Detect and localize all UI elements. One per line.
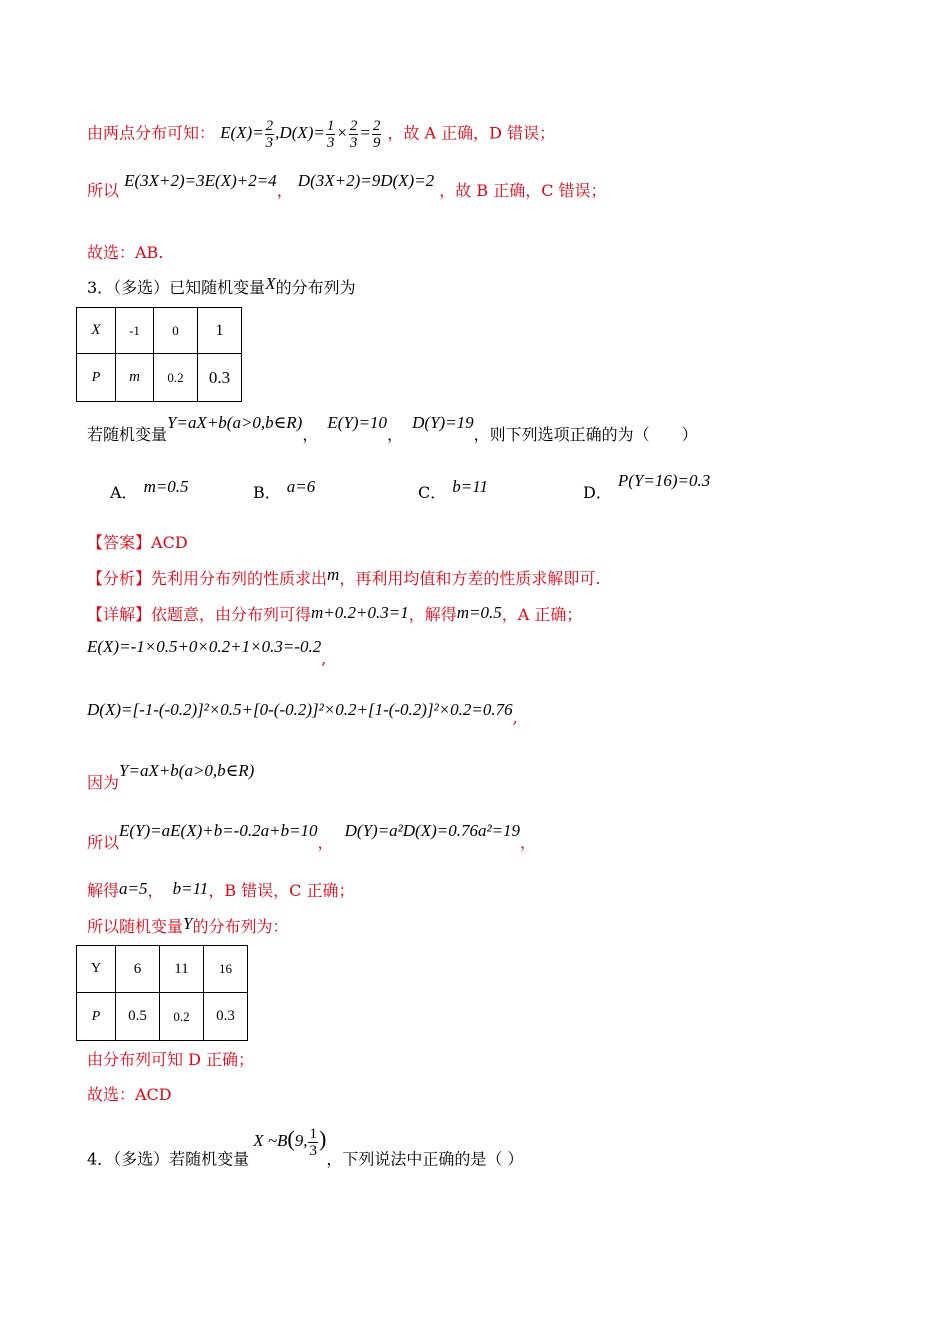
- detail-sum-eq: m+0.2+0.3=1: [311, 603, 409, 622]
- option-c-math: b=11: [452, 477, 488, 496]
- x-table-row-cell: 0.2: [154, 354, 198, 402]
- expectation-x-formula: E(X)=-1×0.5+0×0.2+1×0.3=-0.2: [87, 637, 322, 656]
- analysis-label: 【分析】: [87, 569, 152, 588]
- q4-text-after: ，下列说法中正确的是（ ）: [326, 1149, 524, 1169]
- detail-text2: ，解得: [408, 605, 457, 624]
- option-b-math: a=6: [286, 477, 316, 496]
- line2-sep: ，: [276, 181, 293, 200]
- answer-value: ACD: [151, 533, 188, 552]
- x-table-header-cell: 1: [198, 308, 242, 354]
- option-c-label: C．: [418, 483, 447, 502]
- line1-prefix: 由两点分布可知：: [87, 123, 216, 143]
- analysis-text2: ，再利用均值和方差的性质求解即可.: [339, 569, 601, 588]
- line2-suffix: ，故 B 正确，C 错误；: [439, 181, 607, 200]
- y-distribution-intro: [87, 914, 289, 937]
- q4-text-before: 4．（多选）若随机变量: [87, 1149, 250, 1169]
- detail-line: [87, 602, 582, 625]
- because-formula: Y=aX+b(a>0,b∈R): [119, 761, 255, 780]
- solve-line: 解得a=5， b=11，B 错误，C 正确；: [87, 879, 355, 900]
- solve-b: b=11: [172, 879, 209, 898]
- two-point-distribution-line: [87, 118, 555, 151]
- option-d: [583, 471, 711, 503]
- x-distribution-table: [76, 307, 242, 402]
- linear-transform-line: [87, 171, 607, 201]
- line2-formula-d: D(3X+2)=9D(X)=2: [297, 171, 435, 190]
- q4-binomial-formula: X ~B(9, $\frac{1}{3}$ ): [253, 1126, 327, 1159]
- y-table-row-cell: 0.2: [160, 993, 204, 1041]
- q3-cond-prefix: 若随机变量: [87, 425, 168, 444]
- option-d-label: D．: [583, 483, 612, 502]
- option-b-label: B．: [253, 483, 281, 502]
- solve-suffix: ，B 错误，C 正确；: [208, 881, 355, 900]
- detail-m-value: m=0.5: [456, 603, 502, 622]
- y-table-row-cell: P: [77, 993, 116, 1041]
- detail-label: 【详解】: [87, 605, 152, 624]
- y-table-header-cell: 6: [116, 946, 160, 993]
- y-table-row-cell: 0.5: [116, 993, 160, 1041]
- q3-cond-suffix: ，则下列选项正确的为（ ）: [473, 425, 698, 444]
- q3-var-x: X: [265, 274, 276, 293]
- line2-formula-e: E(3X+2)=3E(X)+2=4: [124, 171, 277, 190]
- q3-cond-y-def: Y=aX+b(a>0,b∈R): [167, 413, 303, 432]
- option-a-math: m=0.5: [143, 477, 189, 496]
- variance-x-line: D(X)=[-1-(-0.2)]²×0.5+[0-(-0.2)]²×0.2+[1-(-0.2)]²×0.2=0.76,: [87, 700, 518, 727]
- question-4-stem: [87, 1126, 524, 1177]
- y-table-header-cell: 16: [204, 946, 248, 993]
- detail-text1: 依题意，由分布列可得: [151, 605, 312, 624]
- so2-dy-formula: D(Y)=a²D(X)=0.76a²=19: [344, 821, 521, 840]
- because-line: [87, 761, 255, 793]
- y-distribution-table: [76, 945, 248, 1041]
- analysis-var-m: m: [327, 565, 340, 584]
- ydist-text1: 所以随机变量: [87, 917, 184, 936]
- y-table-header-cell: Y: [77, 946, 116, 993]
- choose-acd-line: 故选：ACD: [87, 1085, 172, 1104]
- so2-prefix: 所以: [87, 833, 120, 852]
- answer-line: [87, 530, 188, 553]
- y-table-header-cell: 11: [160, 946, 204, 993]
- q3-text-after: 的分布列为: [275, 278, 356, 297]
- because-prefix: 因为: [87, 773, 120, 792]
- so2-ey-formula: E(Y)=aE(X)+b=-0.2a+b=10: [119, 821, 318, 840]
- variance-x-formula: D(X)=[-1-(-0.2)]²×0.5+[0-(-0.2)]²×0.2+[1-(-0.2)]²×0.2=0.76: [87, 700, 513, 719]
- answer-label: 【答案】: [87, 533, 152, 552]
- option-d-math: P(Y=16)=0.3: [617, 471, 711, 490]
- ydist-var-y: Y: [183, 914, 193, 933]
- solve-a: a=5: [119, 879, 148, 898]
- option-c: [418, 477, 488, 503]
- x-table-row-cell: m: [116, 354, 154, 402]
- question-3-condition: 若随机变量Y=aX+b(a>0,b∈R)， E(Y)=10， D(Y)=19，则下列选项正确的为（ ）: [87, 413, 698, 444]
- solve-prefix: 解得: [87, 881, 120, 900]
- q3-text-before: 3．（多选）已知随机变量: [87, 278, 266, 297]
- q3-cond-dy: D(Y)=19: [412, 413, 474, 432]
- question-3-stem: [87, 275, 356, 298]
- option-a: [110, 477, 189, 503]
- so-ey-dy-line: 所以E(Y)=aE(X)+b=-0.2a+b=10， D(Y)=a²D(X)=0.76a²=19，: [87, 821, 537, 852]
- x-table-header-cell: 0: [154, 308, 198, 354]
- ydist-text2: 的分布列为：: [192, 917, 289, 936]
- option-a-label: A．: [110, 483, 138, 502]
- line1-suffix: ，故 A 正确，D 错误；: [387, 123, 556, 143]
- analysis-text1: 先利用分布列的性质求出: [151, 569, 328, 588]
- analysis-line: [87, 566, 600, 589]
- choose-ab-line: 故选：AB.: [87, 243, 164, 262]
- x-table-header-cell: -1: [116, 308, 154, 354]
- option-b: [253, 477, 316, 503]
- conclude-line: 由分布列可知 D 正确；: [87, 1050, 255, 1069]
- x-table-row-cell: P: [77, 354, 116, 402]
- y-table-row-cell: 0.3: [204, 993, 248, 1041]
- line1-formula: E(X)= $\frac{2}{3}$ ,D(X)= $\frac{1}{3}$ × $\frac{2}{3}$ = $\frac{2}{9}$: [220, 118, 381, 151]
- x-table-row-cell: 0.3: [198, 354, 242, 402]
- line2-prefix: 所以: [87, 181, 120, 200]
- x-table-header-cell: X: [77, 308, 116, 354]
- expectation-x-line: E(X)=-1×0.5+0×0.2+1×0.3=-0.2,: [87, 637, 327, 668]
- q3-cond-ey: E(Y)=10: [327, 413, 388, 432]
- detail-text3: ，A 正确；: [501, 605, 583, 624]
